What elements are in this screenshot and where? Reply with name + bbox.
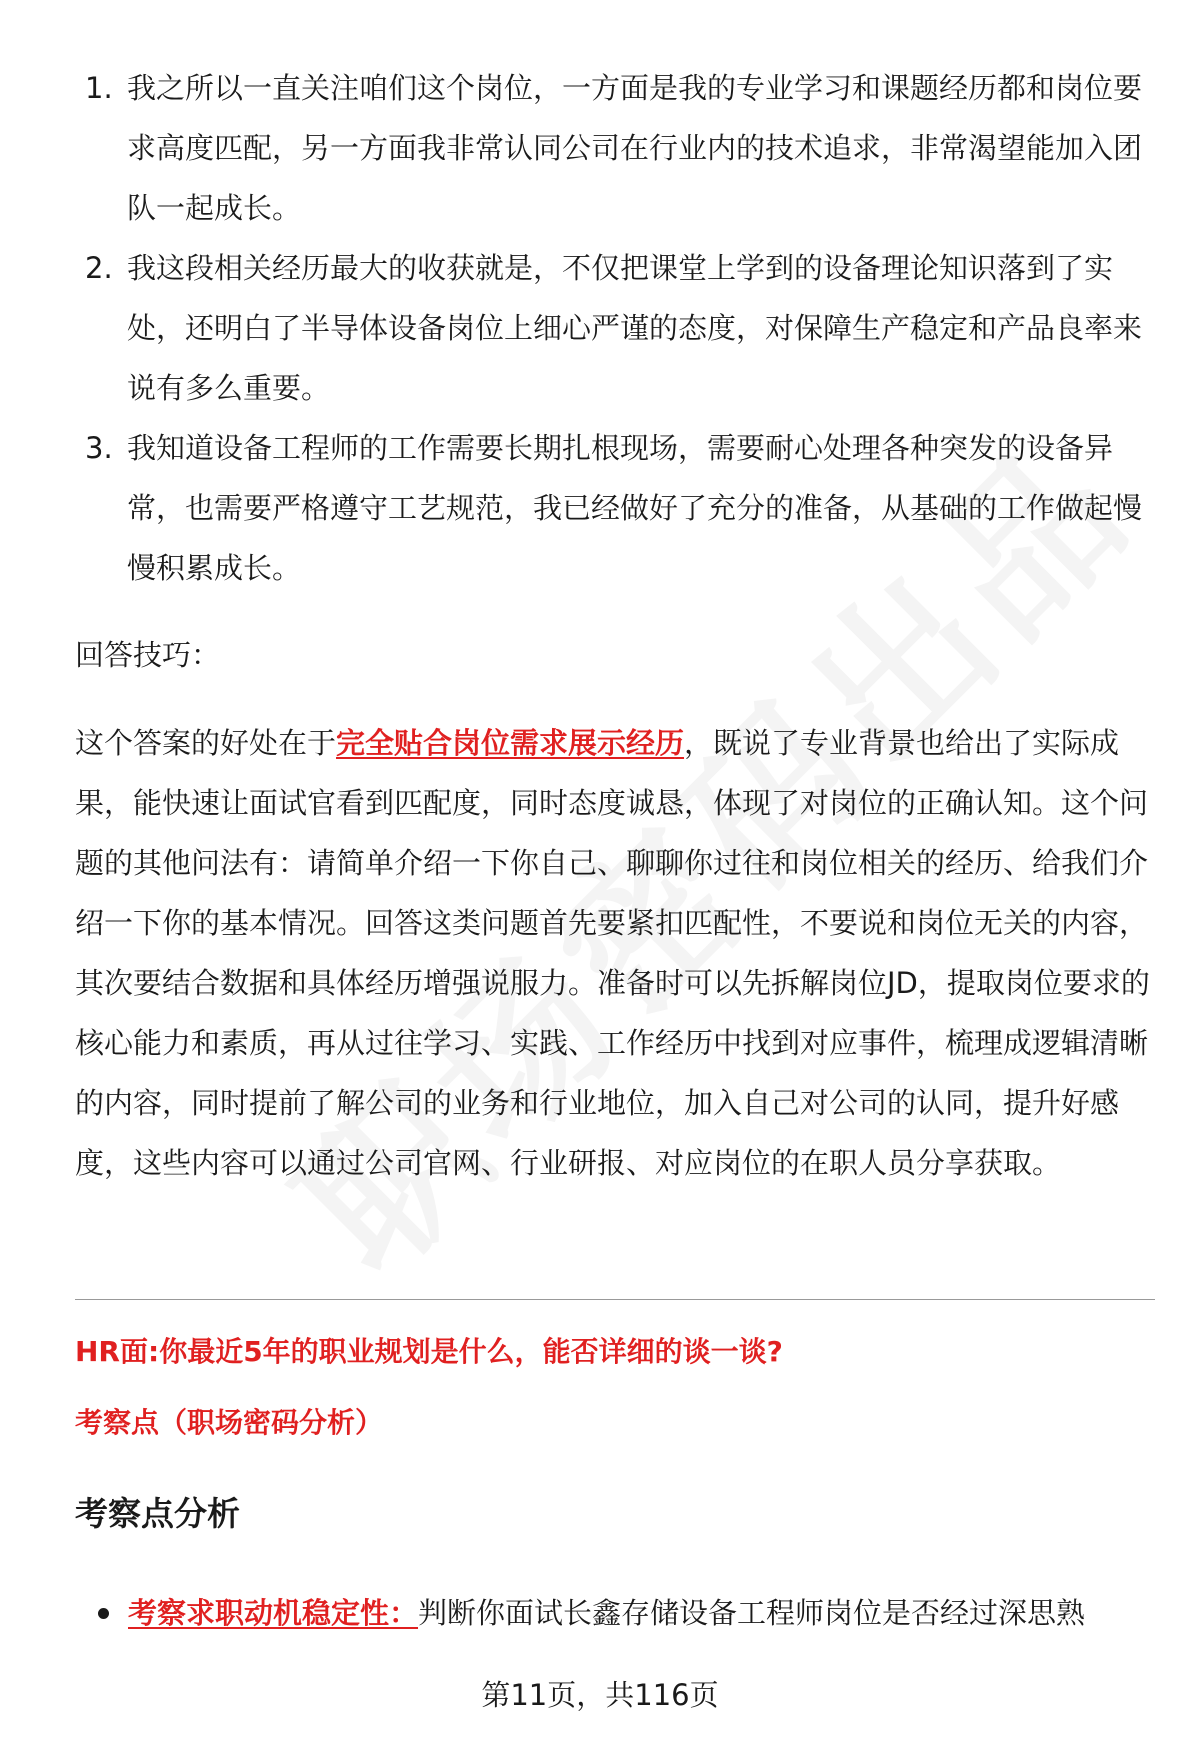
list-item [75, 238, 1150, 418]
list-item-text: 我这段相关经历最大的收获就是，不仅把课堂上学到的设备理论知识落到了实处，还明白了半导体设备岗位上细心严谨的态度，对保障生产稳定和产品良率来说有多么重要。 [127, 251, 1143, 405]
list-item-number: 1. [85, 71, 113, 105]
list-item-number: 2. [85, 251, 113, 285]
list-item-text: 我知道设备工程师的工作需要长期扎根现场，需要耐心处理各种突发的设备异常，也需要严格遵守工艺规范，我已经做好了充分的准备，从基础的工作做起慢慢积累成长。 [127, 431, 1143, 585]
bullet-content [128, 1589, 1085, 1637]
tips-label: 回答技巧： [75, 638, 221, 672]
section-divider [75, 1299, 1155, 1300]
answer-list [75, 58, 1150, 598]
tips-highlight: 完全贴合岗位需求展示经历 [336, 726, 685, 760]
bullet-label: 考察求职动机稳定性： [128, 1596, 419, 1630]
bullet-text: 判断你面试长鑫存储设备工程师岗位是否经过深思熟 [418, 1596, 1086, 1630]
question-subtitle: 考察点（职场密码分析） [75, 1406, 384, 1439]
list-item-text: 我之所以一直关注咱们这个岗位，一方面是我的专业学习和课题经历都和岗位要求高度匹配，另一方面我非常认同公司在行业内的技术追求，非常渴望能加入团队一起成长。 [127, 71, 1143, 225]
question-title: HR面:你最近5年的职业规划是什么，能否详细的谈一谈? [75, 1335, 783, 1368]
bullet-dot-icon [98, 1608, 109, 1619]
tips-text-before: 这个答案的好处在于 [75, 726, 337, 760]
tips-paragraph [75, 713, 1150, 1193]
list-item [75, 58, 1150, 238]
list-item [75, 418, 1150, 598]
section-heading: 考察点分析 [75, 1494, 240, 1533]
tips-text-after: ，既说了专业背景也给出了实际成果，能快速让面试官看到匹配度，同时态度诚恳，体现了对岗位的正确认知。这个问题的其他问法有：请简单介绍一下你自己、聊聊你过往和岗位相关的经历、给我们介绍一下你的基本情况。回答这类问题首先要紧扣匹配性，不要说和岗位无关的内容，其次要结合数据和具体经历增强说服力。准备时可以先拆解岗位JD，提取岗位要求的核心能力和素质，再从过往学习、实践、工作经历中找到对应事件，梳理成逻辑清晰的内容，同时提前了解公司的业务和行业地位，加入自己对公司的认同，提升好感度，这些内容可以通过公司官网、行业研报、对应岗位的在职人员分享获取。 [75, 726, 1150, 1180]
list-item-number: 3. [85, 431, 113, 465]
page-number: 第11页，共116页 [481, 1678, 719, 1712]
